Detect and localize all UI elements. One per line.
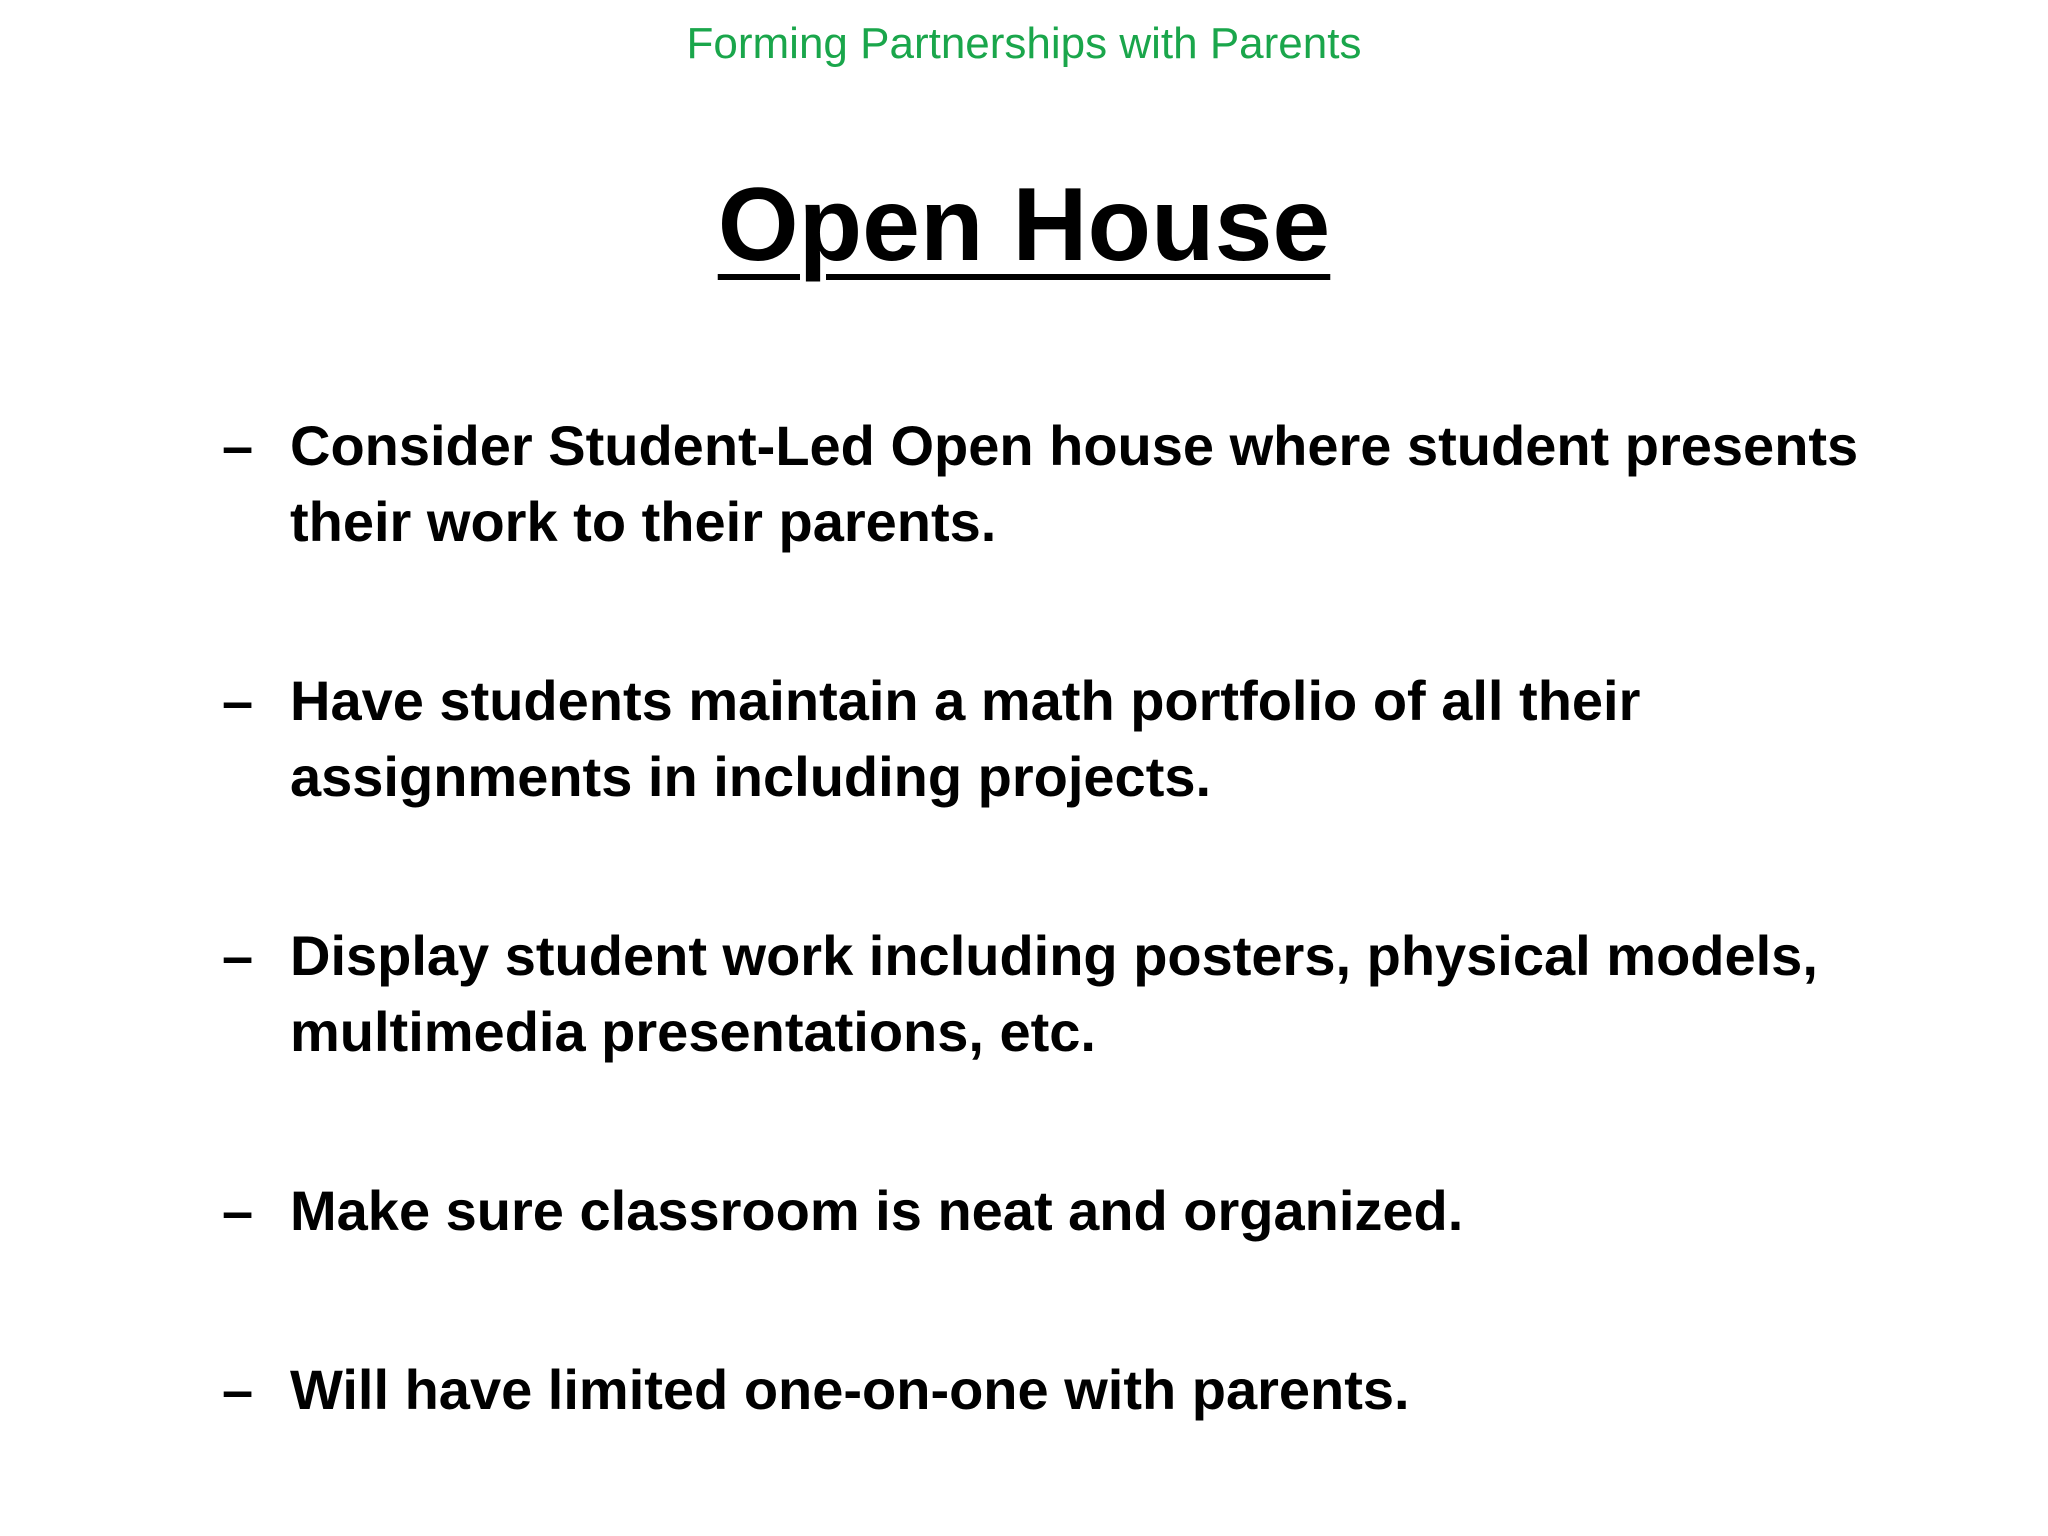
dash-bullet-icon: – xyxy=(222,924,254,987)
list-item xyxy=(222,663,1912,815)
bullet-text: Display student work including posters, physical models, multimedia presentations, etc. xyxy=(290,924,1818,1063)
dash-bullet-icon: – xyxy=(222,669,254,732)
bullet-text: Make sure classroom is neat and organized. xyxy=(290,1179,1464,1242)
bullet-text: Have students maintain a math portfolio of all their assignments in including projects. xyxy=(290,669,1641,808)
slide-title-text: Open House xyxy=(717,167,1331,283)
bullet-text: Will have limited one-on-one with parents. xyxy=(290,1358,1410,1421)
dash-bullet-icon: – xyxy=(222,414,254,477)
header-caption: Forming Partnerships with Parents xyxy=(686,19,1362,68)
dash-bullet-icon: – xyxy=(222,1358,254,1421)
list-item xyxy=(222,1173,1912,1249)
bullet-list xyxy=(222,408,1912,1428)
list-item xyxy=(222,1352,1912,1428)
list-item xyxy=(222,918,1912,1070)
bullet-text: Consider Student-Led Open house where student presents their work to their parents. xyxy=(290,414,1859,553)
dash-bullet-icon: – xyxy=(222,1179,254,1242)
slide-title xyxy=(0,160,2048,290)
list-item xyxy=(222,408,1912,560)
